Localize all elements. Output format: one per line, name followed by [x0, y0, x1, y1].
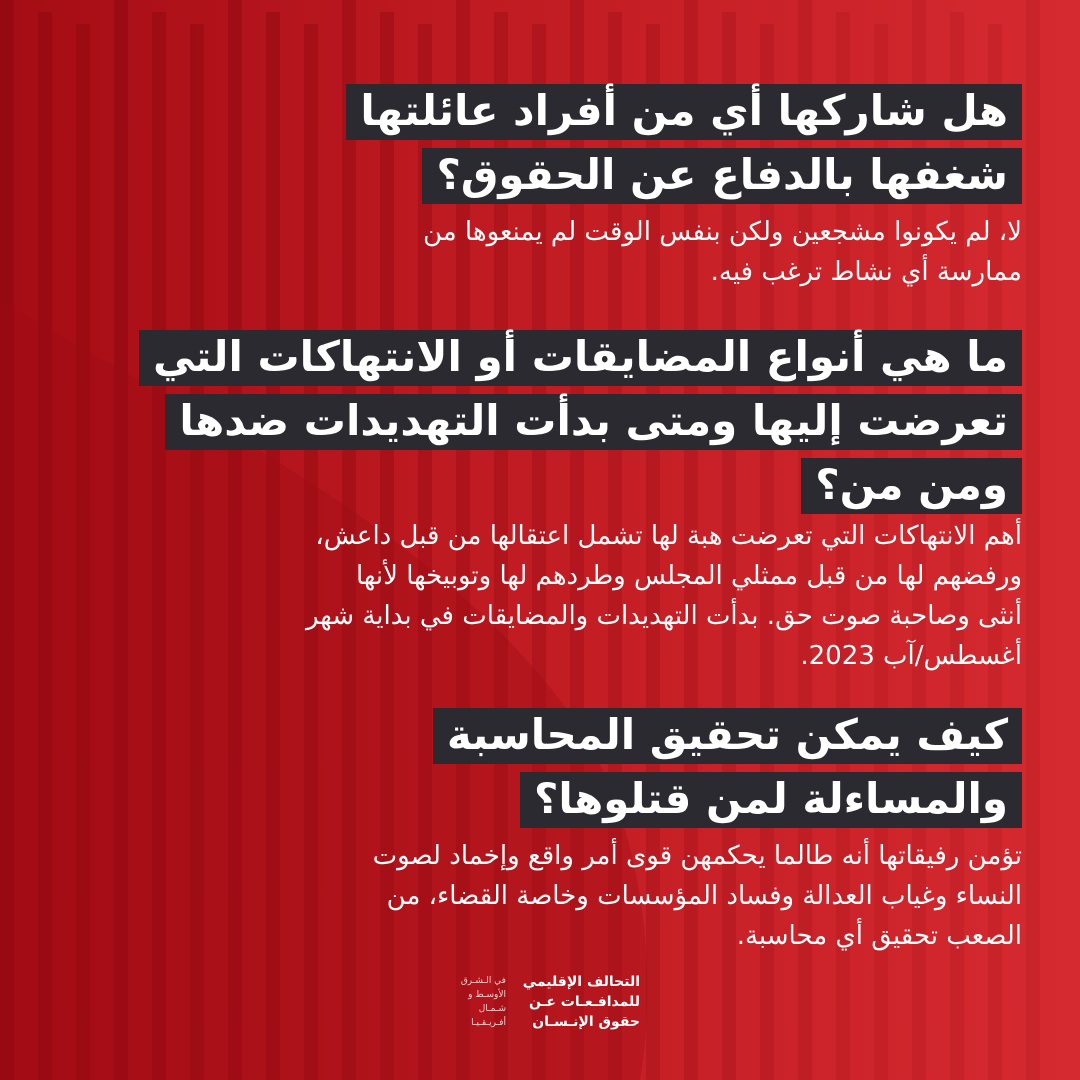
answer-2-line-4: أغسطس/آب 2023.	[800, 641, 1022, 671]
logo-main-line-3: حقوق الإنـسـان	[532, 1014, 640, 1030]
question-2-line-3: ومن من؟	[801, 458, 1022, 514]
logo-side-line-4: أفـريـقـيـا	[471, 1018, 506, 1028]
question-2-line-1: ما هي أنواع المضايقات أو الانتهاكات التي	[139, 330, 1022, 386]
answer-2-line-1: أهم الانتهاكات التي تعرضت هبة لها تشمل اعتقالها من قبل داعش،	[315, 521, 1022, 551]
question-2	[139, 330, 1022, 514]
answer-2	[58, 516, 1022, 676]
logo-main-text	[510, 972, 640, 1032]
answer-1-line-1: لا، لم يكونوا مشجعين ولكن بنفس الوقت لم يمنعوها من	[422, 217, 1022, 247]
answer-3	[182, 836, 1022, 956]
organization-logo	[440, 972, 640, 1036]
background-stripe	[1026, 0, 1040, 1080]
question-1-line-2: شغفها بالدفاع عن الحقوق؟	[422, 148, 1022, 204]
question-3	[433, 708, 1022, 828]
question-3-line-2: والمساءلة لمن قتلوها؟	[520, 772, 1022, 828]
logo-main-line-1: التحالف الإقليمي	[522, 974, 640, 990]
logo-side-line-1: في الـشـرق	[460, 976, 506, 986]
logo-main-line-2: للمدافـعـات عـن	[528, 994, 640, 1010]
logo-side-line-2: الأوسـط و	[468, 990, 506, 1000]
logo-side-text	[440, 974, 506, 1030]
answer-2-line-3: أنثى وصاحبة صوت حق. بدأت التهديدات والمضايقات في بداية شهر	[305, 601, 1022, 631]
answer-2-line-2: ورفضهم لها من قبل ممثلي المجلس وطردهم لها وتوبيخها لأنها	[355, 561, 1022, 591]
answer-3-line-2: النساء وغياب العدالة وفساد المؤسسات وخاصة القضاء، من	[386, 881, 1022, 911]
question-1	[346, 84, 1022, 204]
question-2-line-2: تعرضت إليها ومتى بدأت التهديدات ضدها	[165, 394, 1022, 450]
answer-3-line-3: الصعب تحقيق أي محاسبة.	[736, 921, 1022, 951]
answer-1-line-2: ممارسة أي نشاط ترغب فيه.	[710, 257, 1022, 287]
answer-3-line-1: تؤمن رفيقاتها أنه طالما يحكمهن قوى أمر واقع وإخماد لصوت	[372, 841, 1022, 871]
logo-side-line-3: شـمـال	[478, 1004, 506, 1014]
question-1-line-1: هل شاركها أي من أفراد عائلتها	[346, 84, 1022, 140]
answer-1	[222, 212, 1022, 292]
question-3-line-1: كيف يمكن تحقيق المحاسبة	[433, 708, 1022, 764]
